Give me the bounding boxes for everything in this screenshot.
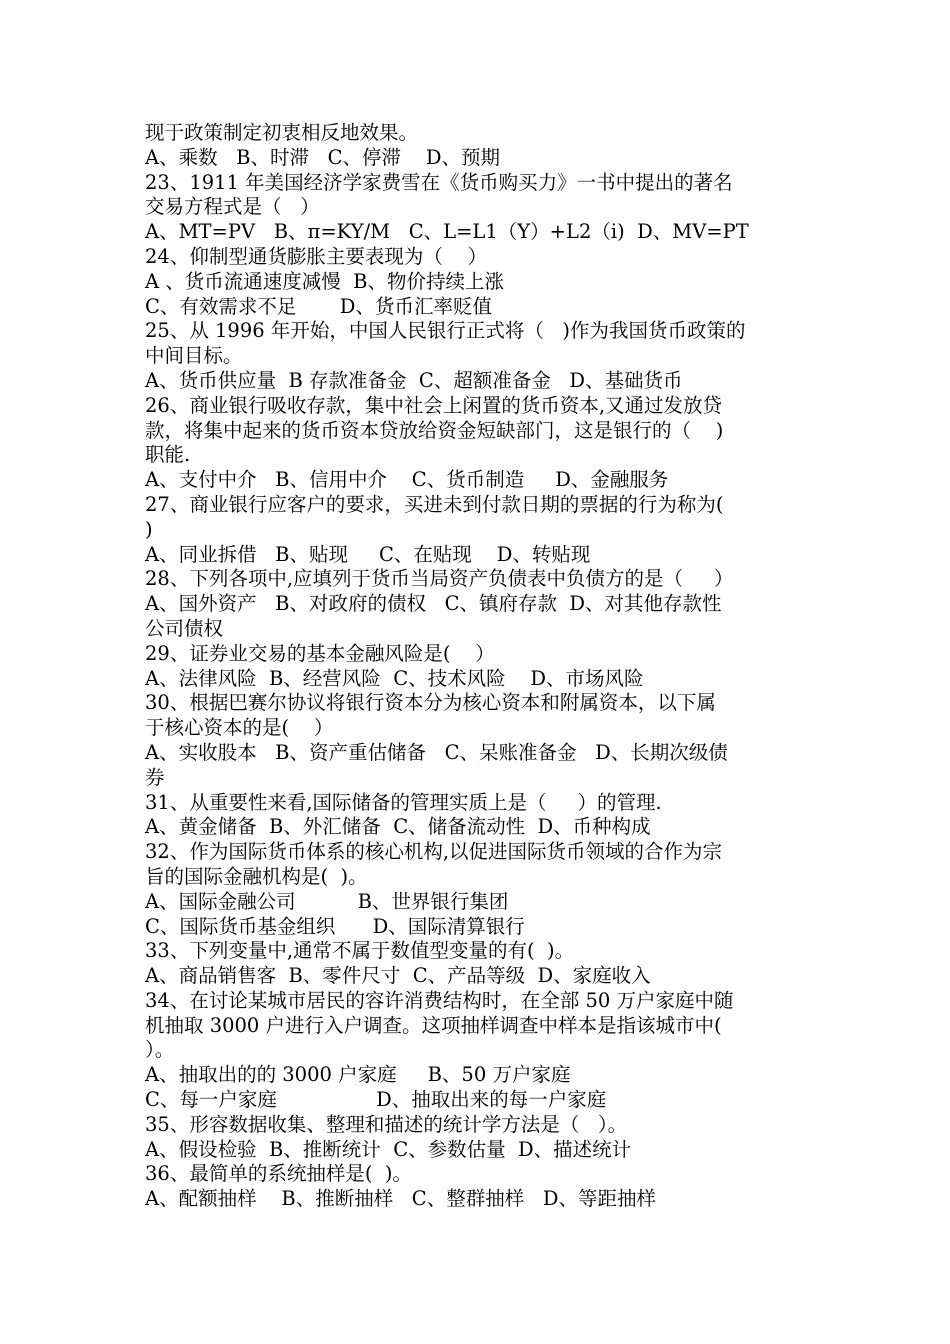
text-line: 职能. [145, 443, 191, 467]
text-line: C、每一户家庭 D、抽取出来的每一户家庭 [145, 1088, 607, 1112]
text-line: 34、在讨论某城市居民的容许消费结构时，在全部 50 万户家庭中随 [145, 988, 734, 1012]
text-line: A、支付中介 B、信用中介 C、货币制造 D、金融服务 [145, 468, 669, 492]
text-line: 26、商业银行吸收存款，集中社会上闲置的货币资本,又通过发放贷 [145, 393, 723, 417]
text-line: 中间目标。 [145, 344, 243, 368]
text-line: 30、根据巴赛尔协议将银行资本分为核心资本和附属资本，以下属 [145, 691, 716, 715]
text-line: 于核心资本的是( ） [145, 716, 334, 740]
document-body [145, 121, 810, 1212]
text-line: A、国外资产 B、对政府的债权 C、镇府存款 D、对其他存款性 [145, 592, 722, 616]
text-line: A、乘数 B、时滞 C、停滞 D、预期 [145, 145, 500, 169]
text-line: 旨的国际金融机构是( )。 [145, 864, 368, 888]
text-line: 25、从 1996 年开始，中国人民银行正式将（ )作为我国货币政策的 [145, 319, 746, 343]
text-line: 款，将集中起来的货币资本贷放给资金短缺部门，这是银行的（ ) [145, 418, 724, 442]
text-line: C、国际货币基金组织 D、国际清算银行 [145, 914, 525, 938]
text-line: 现于政策制定初衷相反地效果。 [145, 121, 419, 144]
text-line: 公司债权 [145, 616, 224, 640]
text-line: C、有效需求不足 D、货币汇率贬值 [145, 294, 492, 318]
text-line: A、法律风险 B、经营风险 C、技术风险 D、市场风险 [145, 666, 644, 690]
text-line: A、配额抽样 B、推断抽样 C、整群抽样 D、等距抽样 [145, 1187, 656, 1211]
text-line: 27、商业银行应客户的要求，买进未到付款日期的票据的行为称为( [145, 492, 724, 516]
text-line: ) [145, 517, 153, 541]
text-line: 36、最简单的系统抽样是( )。 [145, 1162, 412, 1186]
text-line: 24、仰制型通货膨胀主要表现为（ ） [145, 244, 488, 268]
text-line: 23、1911 年美国经济学家费雪在《货币购买力》一书中提出的著名 [145, 170, 733, 194]
text-line: ）。 [145, 1038, 175, 1062]
text-line: 券 [145, 765, 165, 789]
text-line: A、商品销售客 B、零件尺寸 C、产品等级 D、家庭收入 [145, 964, 651, 988]
text-line: A 、货币流通速度减慢 B、物价持续上涨 [145, 269, 505, 293]
text-line: 31、从重要性来看,国际储备的管理实质上是（ ）的管理. [145, 790, 662, 814]
text-line: 35、形容数据收集、整理和描述的统计学方法是（ ）。 [145, 1112, 628, 1136]
text-line: A、抽取出的的 3000 户家庭 B、50 万户家庭 [145, 1063, 571, 1087]
text-line: A、黄金储备 B、外汇储备 C、储备流动性 D、币种构成 [145, 815, 651, 839]
text-line: 机抽取 3000 户进行入户调查。这项抽样调查中样本是指该城市中( [145, 1013, 722, 1037]
text-line: 交易方程式是（ ） [145, 195, 320, 219]
text-line: 33、下列变量中,通常不属于数值型变量的有( )。 [145, 939, 575, 963]
text-line: 32、作为国际货币体系的核心机构,以促进国际货币领域的合作为宗 [145, 840, 723, 864]
text-line: A、MT=PV B、π=KY/M C、L=L1（Y）+L2（i) D、MV=PT [145, 220, 749, 244]
text-line: A、货币供应量 B 存款准备金 C、超额准备金 D、基础货币 [145, 368, 683, 392]
text-line: A、同业拆借 B、贴现 C、在贴现 D、转贴现 [145, 542, 591, 566]
text-line: A、国际金融公司 B、世界银行集团 [145, 889, 509, 913]
text-line: 28、下列各项中,应填列于货币当局资产负债表中负债方的是（ ） [145, 567, 734, 591]
text-line: 29、证券业交易的基本金融风险是( ） [145, 641, 495, 665]
text-line: A、假设检验 B、推断统计 C、参数估量 D、描述统计 [145, 1137, 632, 1161]
text-line: A、实收股本 B、资产重估储备 C、呆账准备金 D、长期次级债 [145, 740, 728, 764]
